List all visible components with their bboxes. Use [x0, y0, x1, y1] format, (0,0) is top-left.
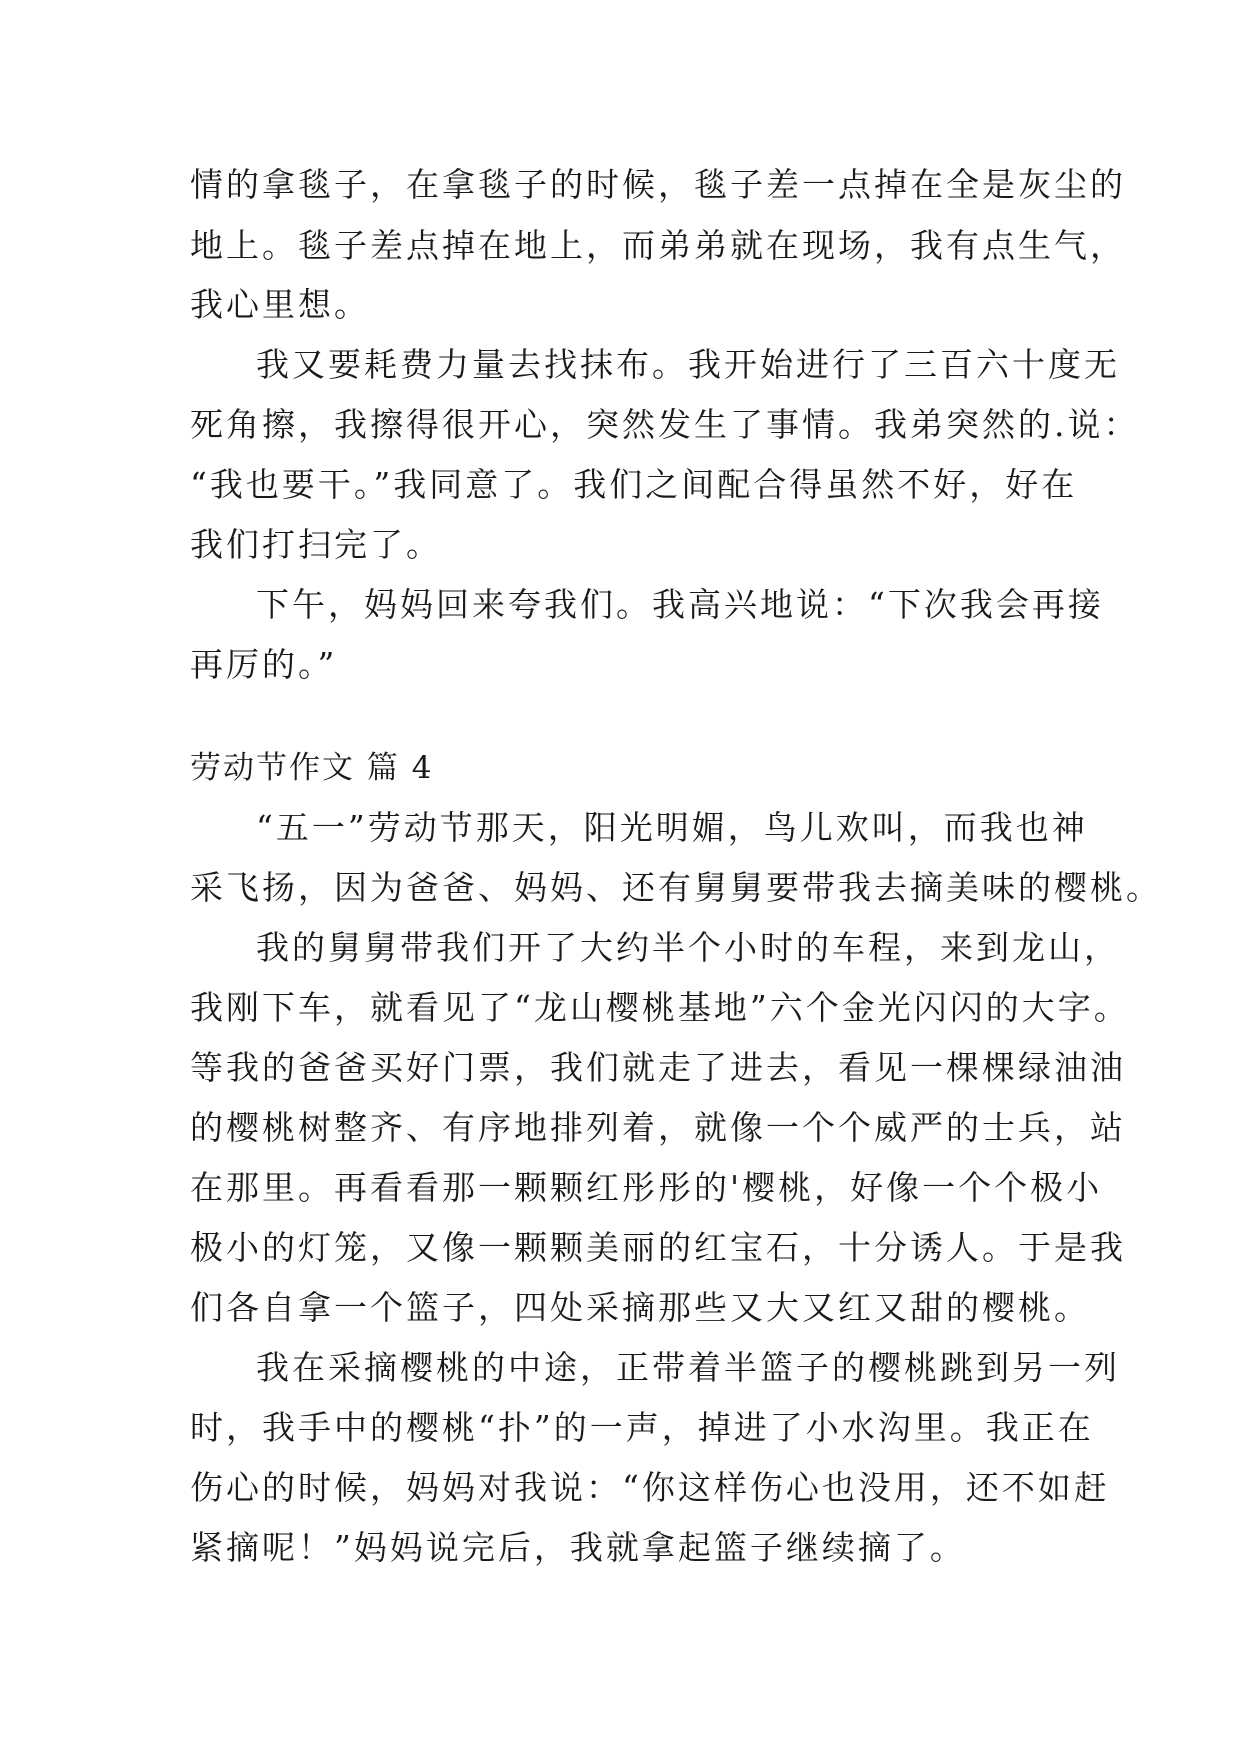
paragraph-line: “我也要干。”我同意了。我们之间配合得虽然不好，好在 — [190, 465, 1078, 504]
paragraph-line: 地上。毯子差点掉在地上，而弟弟就在现场，我有点生气， — [190, 226, 1126, 265]
paragraph-line: 我又要耗费力量去找抹布。我开始进行了三百六十度无 — [256, 345, 1120, 384]
paragraph-line: 的樱桃树整齐、有序地排列着，就像一个个威严的士兵，站 — [190, 1108, 1126, 1147]
paragraph-line: 我刚下车，就看见了“龙山樱桃基地”六个金光闪闪的大字。 — [190, 988, 1130, 1027]
paragraph-line: 我在采摘樱桃的中途，正带着半篮子的樱桃跳到另一列 — [256, 1348, 1120, 1387]
paragraph-line: 伤心的时候，妈妈对我说：“你这样伤心也没用，还不如赶 — [190, 1468, 1110, 1507]
paragraph-line: 我心里想。 — [190, 285, 370, 324]
paragraph-line: 极小的灯笼，又像一颗颗美丽的红宝石，十分诱人。于是我 — [190, 1228, 1126, 1267]
paragraph-line: 我们打扫完了。 — [190, 525, 442, 564]
paragraph-line: 下午，妈妈回来夸我们。我高兴地说：“下次我会再接 — [256, 585, 1104, 624]
paragraph-line: 等我的爸爸买好门票，我们就走了进去，看见一棵棵绿油油 — [190, 1048, 1126, 1087]
paragraph-line: 紧摘呢！”妈妈说完后，我就拿起篮子继续摘了。 — [190, 1528, 966, 1567]
paragraph-line: 时，我手中的樱桃“扑”的一声，掉进了小水沟里。我正在 — [190, 1408, 1094, 1447]
paragraph-line: 我的舅舅带我们开了大约半个小时的车程，来到龙山， — [256, 928, 1120, 967]
paragraph-line: 情的拿毯子，在拿毯子的时候，毯子差一点掉在全是灰尘的 — [190, 165, 1126, 204]
paragraph-line: 再厉的。” — [190, 645, 338, 684]
paragraph-line: 死角擦，我擦得很开心，突然发生了事情。我弟突然的.说： — [190, 405, 1140, 444]
section-title: 劳动节作文 篇 4 — [190, 750, 434, 786]
paragraph-line: 们各自拿一个篮子，四处采摘那些又大又红又甜的樱桃。 — [190, 1288, 1090, 1327]
paragraph-line: “五一”劳动节那天，阳光明媚，鸟儿欢叫，而我也神 — [256, 808, 1088, 847]
paragraph-line: 采飞扬，因为爸爸、妈妈、还有舅舅要带我去摘美味的樱桃。 — [190, 868, 1162, 907]
paragraph-line: 在那里。再看看那一颗颗红彤彤的'樱桃，好像一个个极小 — [190, 1168, 1103, 1207]
